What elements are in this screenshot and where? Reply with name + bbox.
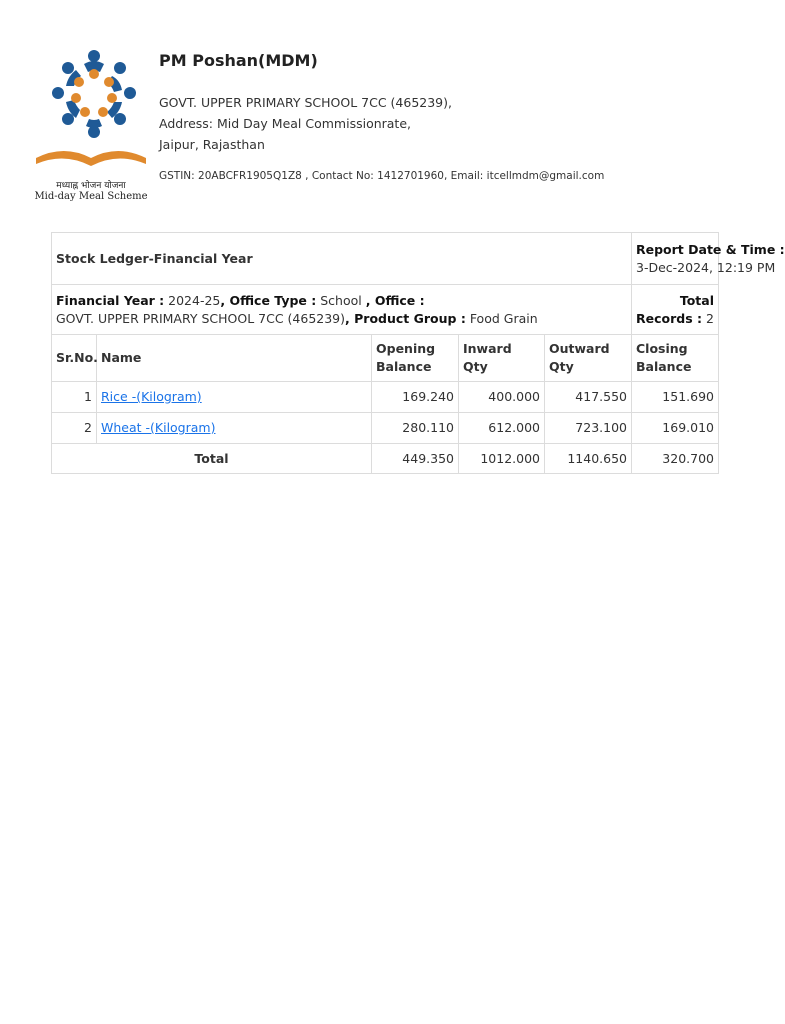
col-outward: Outward Qty bbox=[545, 335, 632, 382]
product-group-value: Food Grain bbox=[469, 310, 538, 326]
col-name: Name bbox=[97, 335, 372, 382]
total-row bbox=[52, 444, 719, 474]
org-name: PM Poshan(MDM) bbox=[159, 51, 318, 70]
row-outward: 417.550 bbox=[545, 382, 632, 413]
row-sr: 2 bbox=[52, 413, 97, 444]
office-type-label: , Office Type : bbox=[220, 292, 317, 308]
office-label: , Office : bbox=[365, 292, 425, 308]
address-line-2: Address: Mid Day Meal Commissionrate, bbox=[159, 116, 412, 131]
office-value: GOVT. UPPER PRIMARY SCHOOL 7CC (465239) bbox=[56, 310, 346, 326]
total-records-label-2: Records : bbox=[636, 310, 703, 326]
row-closing: 169.010 bbox=[632, 413, 719, 444]
total-label: Total bbox=[52, 444, 372, 474]
row-closing: 151.690 bbox=[632, 382, 719, 413]
mdm-logo bbox=[32, 46, 150, 206]
report-header bbox=[0, 0, 768, 215]
logo-hindi-text: मध्याह्न भोजन योजना bbox=[56, 181, 126, 191]
total-opening: 449.350 bbox=[372, 444, 459, 474]
office-type-value: School bbox=[320, 292, 362, 308]
col-inward: Inward Qty bbox=[459, 335, 545, 382]
table-row bbox=[52, 413, 719, 444]
fy-value: 2024-25 bbox=[168, 292, 221, 308]
report-date-value: 3-Dec-2024, 12:19 PM bbox=[636, 259, 776, 275]
address-line-3: Jaipur, Rajasthan bbox=[159, 137, 265, 152]
item-link-rice[interactable]: Rice -(Kilogram) bbox=[101, 389, 202, 404]
row-inward: 612.000 bbox=[459, 413, 545, 444]
total-records-cell bbox=[632, 285, 719, 335]
col-opening: Opening Balance bbox=[372, 335, 459, 382]
report-title: Stock Ledger-Financial Year bbox=[52, 233, 632, 285]
report-meta-row bbox=[52, 285, 719, 335]
col-sr: Sr.No. bbox=[52, 335, 97, 382]
row-opening: 280.110 bbox=[372, 413, 459, 444]
mdm-emblem-icon bbox=[32, 46, 150, 178]
total-outward: 1140.650 bbox=[545, 444, 632, 474]
contact-line: GSTIN: 20ABCFR1905Q1Z8 , Contact No: 1412701960, Email: itcellmdm@gmail.com bbox=[159, 170, 605, 182]
total-records-value: 2 bbox=[706, 310, 714, 326]
row-outward: 723.100 bbox=[545, 413, 632, 444]
report-title-row bbox=[52, 233, 719, 285]
address-line-1: GOVT. UPPER PRIMARY SCHOOL 7CC (465239), bbox=[159, 95, 452, 110]
report-date-cell bbox=[632, 233, 785, 285]
report-meta-cell bbox=[52, 285, 632, 335]
product-group-label: , Product Group : bbox=[345, 310, 466, 326]
row-inward: 400.000 bbox=[459, 382, 545, 413]
total-records-label-1: Total bbox=[679, 292, 714, 308]
stock-ledger-table bbox=[51, 232, 785, 474]
table-row bbox=[52, 382, 719, 413]
total-closing: 320.700 bbox=[632, 444, 719, 474]
col-closing: Closing Balance bbox=[632, 335, 719, 382]
item-link-wheat[interactable]: Wheat -(Kilogram) bbox=[101, 420, 216, 435]
row-opening: 169.240 bbox=[372, 382, 459, 413]
column-header-row bbox=[52, 335, 719, 382]
fy-label: Financial Year : bbox=[56, 292, 165, 308]
row-name-cell bbox=[97, 382, 372, 413]
report-date-label: Report Date & Time : bbox=[636, 241, 785, 257]
logo-english-text: Mid-day Meal Scheme bbox=[34, 191, 148, 202]
total-inward: 1012.000 bbox=[459, 444, 545, 474]
row-name-cell bbox=[97, 413, 372, 444]
row-sr: 1 bbox=[52, 382, 97, 413]
